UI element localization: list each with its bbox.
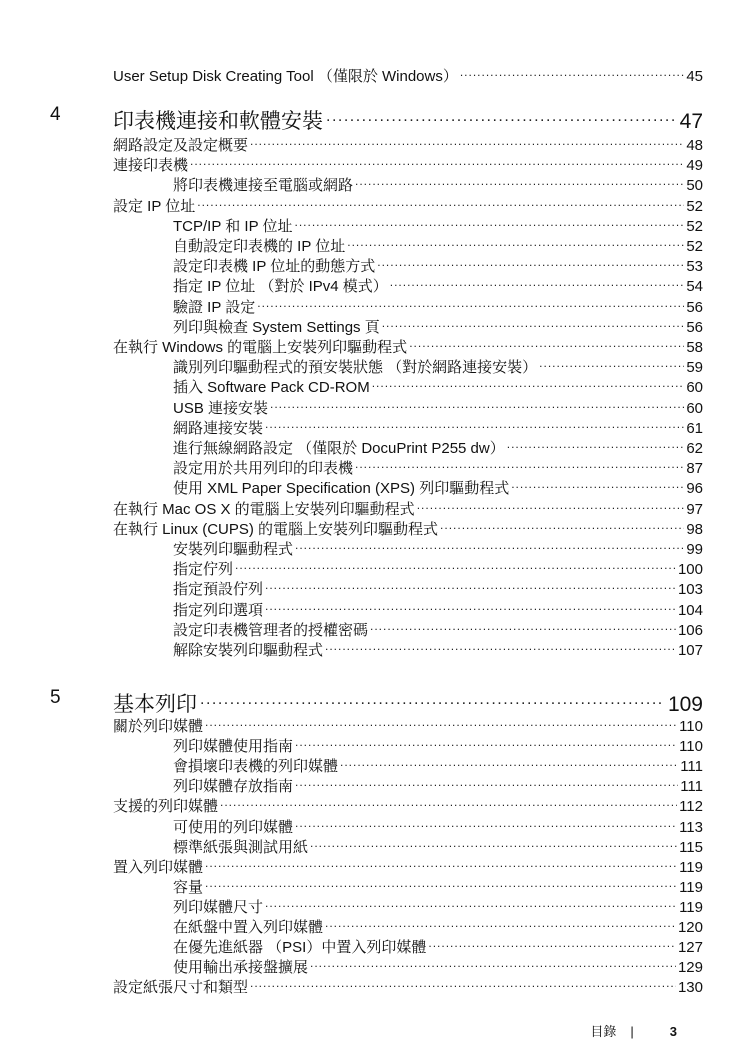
toc-entry-page: 111	[680, 778, 703, 796]
toc-entry-label: 關於列印媒體	[113, 718, 204, 735]
leader-dots	[200, 685, 665, 711]
toc-entry-page: 59	[686, 359, 703, 377]
toc-entry-page: 50	[686, 177, 703, 195]
toc-entry-page: 61	[686, 419, 703, 437]
leader-dots	[257, 292, 684, 312]
toc-entry-label: 設定用於共用列印的印表機	[173, 460, 354, 478]
leader-dots	[382, 312, 685, 332]
leader-dots	[265, 892, 677, 912]
toc-entry-label: 指定列印選項	[173, 601, 264, 619]
toc-entry-top[interactable]	[113, 61, 703, 85]
toc-entry[interactable]	[173, 453, 703, 478]
toc-entry[interactable]	[173, 231, 703, 255]
toc-entry[interactable]	[173, 433, 703, 457]
toc-entry-label: 會損壞印表機的列印媒體	[173, 758, 339, 776]
toc-entry[interactable]	[173, 595, 703, 619]
leader-dots	[197, 191, 684, 211]
toc-entry[interactable]	[173, 731, 703, 756]
toc-entry-label: 指定預設佇列	[173, 581, 264, 599]
toc-entry-page: 127	[677, 939, 703, 957]
toc-entry-label: 指定 IP 位址 （對於 IPv4 模式）	[173, 278, 388, 296]
toc-entry[interactable]	[173, 251, 703, 276]
toc-entry[interactable]	[173, 615, 703, 639]
toc-entry-page: 45	[686, 68, 703, 85]
toc-entry-page: 119	[679, 898, 703, 916]
toc-entry-page: 98	[686, 520, 703, 538]
toc-entry-label: 在執行 Mac OS X 的電腦上安裝列印驅動程式	[113, 500, 415, 518]
leader-dots	[235, 554, 676, 574]
leader-dots	[265, 574, 676, 594]
toc-entry-label: 設定印表機管理者的授權密碼	[173, 621, 369, 639]
toc-entry-label: 網路連接安裝	[173, 419, 264, 437]
leader-dots	[390, 271, 685, 291]
toc-entry-page: 58	[686, 339, 703, 356]
chapter-title: 基本列印	[113, 693, 197, 716]
toc-entry[interactable]	[173, 751, 703, 776]
leader-dots	[511, 473, 684, 493]
toc-entry[interactable]	[173, 635, 703, 659]
toc-entry-page: 120	[677, 919, 703, 936]
toc-entry-label: 進行無線網路設定 （僅限於 DocuPrint P255 dw）	[173, 440, 505, 457]
toc-entry-page: 119	[679, 878, 703, 896]
leader-dots	[265, 595, 676, 615]
toc-entry[interactable]	[173, 932, 703, 957]
toc-entry-page: 56	[686, 298, 703, 316]
toc-entry-label: 設定紙張尺寸和類型	[113, 979, 249, 997]
leader-dots	[372, 372, 685, 392]
toc-entry[interactable]	[173, 312, 703, 336]
toc-entry-page: 54	[686, 278, 703, 296]
toc-entry[interactable]	[173, 534, 703, 558]
toc-entry[interactable]	[173, 952, 703, 977]
toc-entry[interactable]	[173, 393, 703, 417]
toc-entry-page: 49	[686, 157, 703, 175]
toc-entry[interactable]	[173, 170, 703, 195]
toc-entry-label: 列印媒體使用指南	[173, 738, 294, 756]
leader-dots	[325, 912, 676, 932]
leader-dots	[310, 952, 676, 972]
chapter-number: 4	[50, 104, 61, 125]
leader-dots	[295, 731, 677, 751]
toc-entry-label: 標準紙張與測試用紙	[173, 838, 309, 856]
leader-dots	[370, 615, 676, 635]
toc-entry-label: 將印表機連接至電腦或網路	[173, 177, 354, 195]
leader-dots	[310, 832, 677, 852]
toc-entry-label: 連接印表機	[113, 157, 189, 175]
toc-entry-page: 52	[686, 217, 703, 235]
toc-entry-label: 列印媒體尺寸	[173, 898, 264, 916]
toc-entry-page: 119	[679, 858, 703, 876]
toc-entry-page: 97	[686, 500, 703, 518]
toc-entry-label: 設定 IP 位址	[113, 197, 196, 215]
toc-entry-page: 106	[677, 621, 703, 639]
toc-entry-page: 113	[679, 818, 703, 836]
leader-dots	[205, 852, 677, 872]
leader-dots	[460, 61, 684, 81]
toc-entry[interactable]	[113, 791, 703, 816]
toc-entry[interactable]	[113, 972, 703, 997]
leader-dots	[220, 791, 677, 811]
toc-entry-page: 52	[686, 197, 703, 215]
toc-entry-page: 111	[680, 758, 703, 776]
toc-entry-page: 56	[686, 318, 703, 336]
toc-entry-label: 插入 Software Pack CD-ROM	[173, 379, 370, 397]
toc-entry[interactable]	[113, 150, 703, 175]
leader-dots	[409, 332, 684, 352]
toc-entry-label: 列印與檢查 System Settings 頁	[173, 318, 380, 336]
toc-entry-page: 52	[686, 238, 703, 255]
toc-entry[interactable]	[173, 912, 703, 936]
toc-entry-label: 在執行 Windows 的電腦上安裝列印驅動程式	[113, 339, 408, 356]
toc-entry-page: 48	[686, 137, 703, 154]
toc-entry-label: TCP/IP 和 IP 位址	[173, 217, 293, 235]
leader-dots	[250, 130, 684, 150]
toc-entry-label: 使用 XML Paper Specification (XPS) 列印驅動程式	[173, 480, 510, 498]
toc-entry-page: 129	[677, 959, 703, 977]
chapter-number: 5	[50, 687, 61, 708]
toc-entry[interactable]	[113, 130, 703, 154]
page-footer	[590, 1021, 677, 1040]
toc-entry-page: 130	[677, 979, 703, 997]
toc-entry[interactable]	[173, 292, 703, 316]
toc-entry-page: 87	[686, 460, 703, 478]
toc-entry[interactable]	[113, 711, 703, 735]
toc-entry[interactable]	[173, 554, 703, 579]
toc-entry-label: USB 連接安裝	[173, 399, 269, 417]
leader-dots	[295, 534, 684, 554]
toc-entry-page: 96	[686, 480, 703, 498]
toc-entry[interactable]	[173, 211, 703, 235]
toc-entry-label: 解除安裝列印驅動程式	[173, 642, 324, 659]
toc-entry-page: 100	[677, 561, 703, 579]
leader-dots	[295, 771, 678, 791]
footer-section: 目錄	[590, 1024, 617, 1039]
toc-entry-label: 在執行 Linux (CUPS) 的電腦上安裝列印驅動程式	[113, 520, 439, 538]
toc-entry-label: 指定佇列	[173, 561, 234, 579]
toc-entry-page: 103	[677, 581, 703, 599]
leader-dots	[440, 514, 684, 534]
toc-entry[interactable]	[113, 494, 703, 518]
toc-entry[interactable]	[173, 574, 703, 599]
toc-entry[interactable]	[173, 892, 703, 916]
leader-dots	[539, 352, 684, 372]
leader-dots	[294, 211, 684, 231]
toc-entry[interactable]	[173, 413, 703, 437]
toc-entry[interactable]	[173, 872, 703, 896]
toc-entry-label: 列印媒體存放指南	[173, 778, 294, 796]
toc-entry-page: 60	[686, 399, 703, 417]
chapter-page: 47	[679, 110, 703, 133]
toc-entry[interactable]	[113, 514, 703, 538]
toc-entry-page: 53	[686, 258, 703, 276]
toc-entry-label: 安裝列印驅動程式	[173, 541, 294, 558]
toc-entry-page: 110	[679, 718, 703, 735]
leader-dots	[417, 494, 685, 514]
leader-dots	[205, 872, 677, 892]
leader-dots	[355, 170, 684, 190]
leader-dots	[250, 972, 676, 992]
toc-entry-label: 驗證 IP 設定	[173, 298, 256, 316]
toc-entry-label: 網路設定及設定概要	[113, 137, 249, 154]
footer-separator: |	[630, 1024, 634, 1039]
toc-entry-page: 62	[686, 440, 703, 457]
chapter-title: 印表機連接和軟體安裝	[113, 110, 323, 133]
toc-entry-page: 115	[679, 838, 703, 856]
leader-dots	[428, 932, 676, 952]
toc-entry[interactable]	[173, 832, 703, 856]
leader-dots	[270, 393, 684, 413]
toc-entry-label: 可使用的列印媒體	[173, 818, 294, 836]
leader-dots	[377, 251, 684, 271]
toc-entry-label: 識別列印驅動程式的預安裝狀態 （對於網路連接安裝）	[173, 359, 538, 377]
toc-entry-label: User Setup Disk Creating Tool （僅限於 Windows）	[113, 68, 458, 85]
leader-dots	[347, 231, 684, 251]
leader-dots	[340, 751, 678, 771]
leader-dots	[265, 413, 684, 433]
toc-entry-label: 在紙盤中置入列印媒體	[173, 919, 324, 936]
toc-entry-page: 104	[677, 601, 703, 619]
toc-entry[interactable]	[173, 271, 703, 296]
toc-entry-label: 使用輸出承接盤擴展	[173, 959, 309, 977]
leader-dots	[205, 711, 677, 731]
leader-dots	[326, 102, 677, 128]
leader-dots	[295, 812, 677, 832]
toc-entry-label: 設定印表機 IP 位址的動態方式	[173, 258, 376, 276]
toc-entry-page: 112	[679, 798, 703, 816]
leader-dots	[325, 635, 676, 655]
toc-entry-page: 60	[686, 379, 703, 397]
toc-entry-page: 110	[679, 738, 703, 756]
toc-entry-label: 在優先進紙器 （PSI）中置入列印媒體	[173, 939, 427, 957]
toc-entry-page: 99	[686, 541, 703, 558]
toc-entry[interactable]	[113, 332, 703, 356]
toc-entry[interactable]	[113, 191, 703, 215]
toc-entry[interactable]	[173, 812, 703, 836]
toc-entry[interactable]	[113, 852, 703, 876]
toc-entry[interactable]	[173, 771, 703, 796]
chapter-page: 109	[667, 693, 703, 716]
leader-dots	[355, 453, 684, 473]
toc-entry-label: 支援的列印媒體	[113, 798, 219, 816]
toc-entry[interactable]	[173, 372, 703, 397]
chapter-heading[interactable]	[113, 102, 703, 133]
toc-entry-label: 容量	[173, 878, 204, 896]
toc-entry-page: 107	[677, 642, 703, 659]
chapter-heading[interactable]	[113, 685, 703, 716]
toc-entry[interactable]	[173, 352, 703, 377]
footer-page-number: 3	[669, 1024, 677, 1039]
toc-entry[interactable]	[173, 473, 703, 498]
toc-entry-label: 自動設定印表機的 IP 位址	[173, 238, 346, 255]
leader-dots	[507, 433, 685, 453]
leader-dots	[190, 150, 684, 170]
toc-entry-label: 置入列印媒體	[113, 858, 204, 876]
